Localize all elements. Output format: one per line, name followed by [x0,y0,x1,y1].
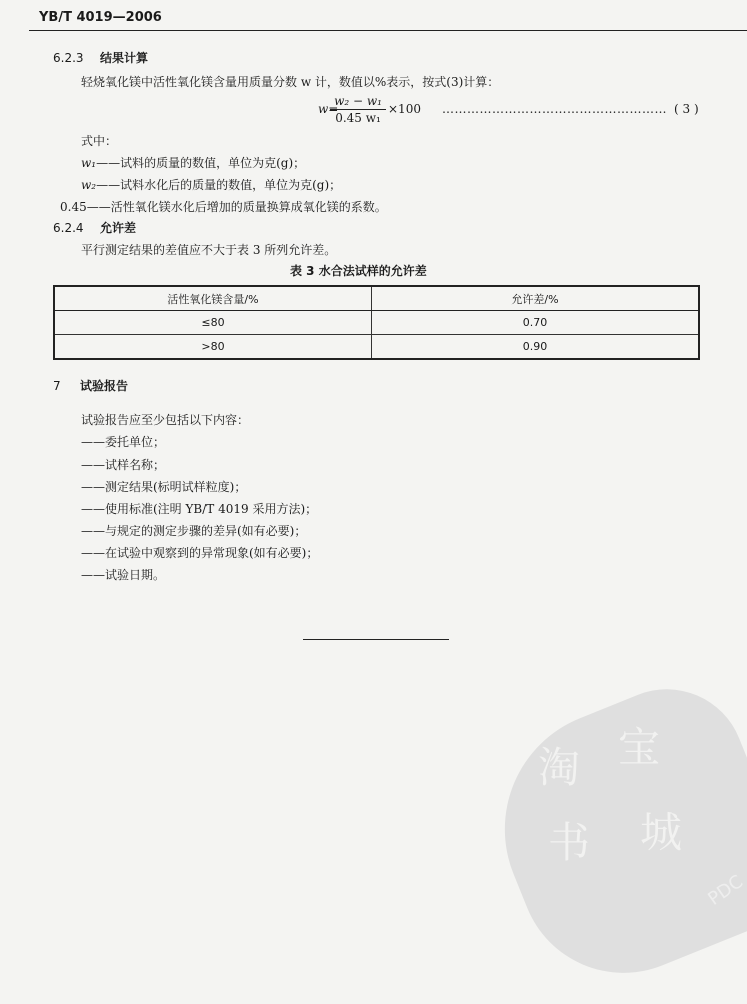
watermark-seal-glyph: 城 [640,808,683,857]
table-header-cell: 允许差/% [372,286,700,311]
watermark-seal-glyph: 宝 [618,723,661,772]
list-item: ——使用标准(注明 YB/T 4019 采用方法)； [81,502,318,516]
watermark-seal-glyph: 淘 [538,743,581,792]
list-item: ——试样名称； [81,458,166,472]
table-cell: 0.70 [372,311,700,335]
symbol-w1: w₁ [81,156,97,170]
where-item-w2 [81,177,341,193]
formula-denominator: 0.45 w₁ [335,111,381,125]
table-3 [53,285,700,360]
where-item-coefficient [60,199,387,215]
watermark-seal [469,666,747,1004]
where-item-text: ——活性氧化镁水化后增加的质量换算成氧化镁的系数。 [86,200,387,214]
table-row [54,335,699,360]
list-item: ——委托单位； [81,435,166,449]
watermark-pdf-text: PDC [704,871,747,910]
formula-numerator: w₂ − w₁ [334,94,382,108]
list-item: ——在试验中观察到的异常现象(如有必要)； [81,546,319,560]
where-item-text: ——试料的质量的数值，单位为克(g)； [96,156,306,170]
header-rule [29,30,747,31]
section-6-2-3-intro: 轻烧氧化镁中活性氧化镁含量用质量分数 w 计，数值以%表示，按式(3)计算： [81,75,500,89]
where-label: 式中： [81,134,118,148]
list-item: ——试验日期。 [81,568,166,582]
formula-lhs: w= [318,102,339,116]
section-6-2-4-text: 平行测定结果的差值应不大于表 3 所列允许差。 [81,243,337,257]
standard-code-header: YB/T 4019—2006 [39,10,162,25]
table-header-row [54,286,699,311]
symbol-coefficient: 0.45 [60,200,87,214]
where-item-text: ——试料水化后的质量的数值，单位为克(g)； [96,178,342,192]
formula-fraction [330,94,386,125]
watermark-seal-glyph: 书 [548,818,591,867]
table-row [54,311,699,335]
symbol-w2: w₂ [81,178,97,192]
section-number: 7 [53,379,61,393]
section-title: 允许差 [100,221,137,235]
section-6-2-3-heading [53,50,148,66]
end-of-document-rule [303,639,449,640]
section-7-intro: 试验报告应至少包括以下内容： [81,413,250,427]
list-item: ——与规定的测定步骤的差异(如有必要)； [81,524,307,538]
table-cell: 0.90 [372,335,700,360]
where-item-w1 [81,155,305,171]
list-item: ——测定结果(标明试样粒度)； [81,480,247,494]
formula-dot-leader: ……………………………………………… [442,102,667,116]
formula-multiplier: ×100 [388,102,421,116]
section-number: 6.2.3 [53,51,84,65]
table-cell: ≤80 [54,311,372,335]
table-header-cell: 活性氧化镁含量/% [54,286,372,311]
table-3-caption: 表 3 水合法试样的允许差 [290,264,427,278]
section-7-heading [53,378,128,394]
fraction-bar [330,109,386,110]
section-6-2-4-heading [53,220,136,236]
equation-number: ( 3 ) [674,102,699,116]
table-cell: >80 [54,335,372,360]
section-title: 结果计算 [100,51,149,65]
section-number: 6.2.4 [53,221,84,235]
section-title: 试验报告 [80,379,129,393]
